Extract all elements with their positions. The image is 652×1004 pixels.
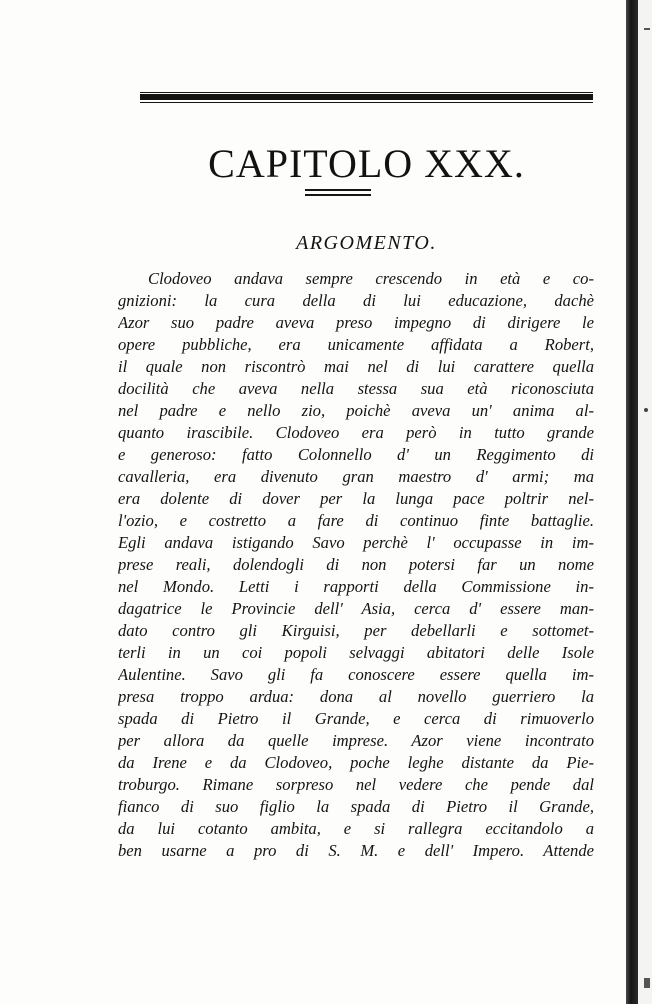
text-line: dagatrice le Provincie dell' Asia, cerca d' essere man- bbox=[118, 599, 594, 618]
text-line: spada di Pietro il Grande, e cerca di rimuoverlo bbox=[118, 709, 594, 728]
text-line: quanto irascibile. Clodoveo era però in tutto grande bbox=[118, 423, 594, 442]
binding-shadow bbox=[626, 0, 638, 1004]
text-line: fianco di suo figlio la spada di Pietro il Grande, bbox=[118, 797, 594, 816]
text-line: gnizioni: la cura della di lui educazione, dachè bbox=[118, 291, 594, 310]
text-line: ben usarne a pro di S. M. e dell' Impero. Attende bbox=[118, 841, 594, 860]
text-line: da lui cotanto ambita, e si rallegra eccitandolo a bbox=[118, 819, 594, 838]
text-line: era dolente di dover per la lunga pace poltrir nel- bbox=[118, 489, 594, 508]
edge-mark bbox=[644, 978, 650, 988]
text-line: terli in un coi popoli selvaggi abitatori delle Isole bbox=[118, 643, 594, 662]
title-divider bbox=[305, 189, 371, 197]
header-ornament-rule bbox=[140, 92, 593, 104]
text-line: Aulentine. Savo gli fa conoscere essere quella im- bbox=[118, 665, 594, 684]
text-line: Egli andava istigando Savo perchè l' occupasse in im- bbox=[118, 533, 594, 552]
rule-line bbox=[140, 94, 593, 100]
rule-line bbox=[140, 92, 593, 93]
edge-mark bbox=[644, 28, 650, 30]
text-line: Clodoveo andava sempre crescendo in età e co- bbox=[148, 269, 594, 288]
text-line: troburgo. Rimane sorpreso nel vedere che pende dal bbox=[118, 775, 594, 794]
page-margin-edge bbox=[638, 0, 652, 1004]
rule-line bbox=[140, 102, 593, 103]
rule-line bbox=[305, 194, 371, 196]
text-line: nel padre e nello zio, poichè aveva un' anima al- bbox=[118, 401, 594, 420]
chapter-title: CAPITOLO XXX. bbox=[208, 141, 525, 186]
text-line: il quale non riscontrò mai nel di lui carattere quella bbox=[118, 357, 594, 376]
text-line: l'ozio, e costretto a fare di continuo finte battaglie. bbox=[118, 511, 594, 530]
text-line: nel Mondo. Letti i rapporti della Commissione in- bbox=[118, 577, 594, 596]
text-line: dato contro gli Kirguisi, per debellarli e sottomet- bbox=[118, 621, 594, 640]
summary-paragraph bbox=[118, 268, 594, 862]
text-line: per allora da quelle imprese. Azor viene incontrato bbox=[118, 731, 594, 750]
text-line: da Irene e da Clodoveo, poche leghe distante da Pie- bbox=[118, 753, 594, 772]
edge-mark bbox=[644, 408, 648, 412]
text-line: docilità che aveva nella stessa sua età riconosciuta bbox=[118, 379, 594, 398]
text-line: Azor suo padre aveva preso impegno di dirigere le bbox=[118, 313, 594, 332]
text-line: presa troppo ardua: dona al novello guerriero la bbox=[118, 687, 594, 706]
text-line: prese reali, dolendogli di non potersi far un nome bbox=[118, 555, 594, 574]
rule-line bbox=[305, 189, 371, 191]
text-line: cavalleria, era divenuto gran maestro d' armi; ma bbox=[118, 467, 594, 486]
text-line: opere pubbliche, era unicamente affidata a Robert, bbox=[118, 335, 594, 354]
text-line: e generoso: fatto Colonnello d' un Reggimento di bbox=[118, 445, 594, 464]
section-heading: ARGOMENTO. bbox=[296, 232, 437, 254]
